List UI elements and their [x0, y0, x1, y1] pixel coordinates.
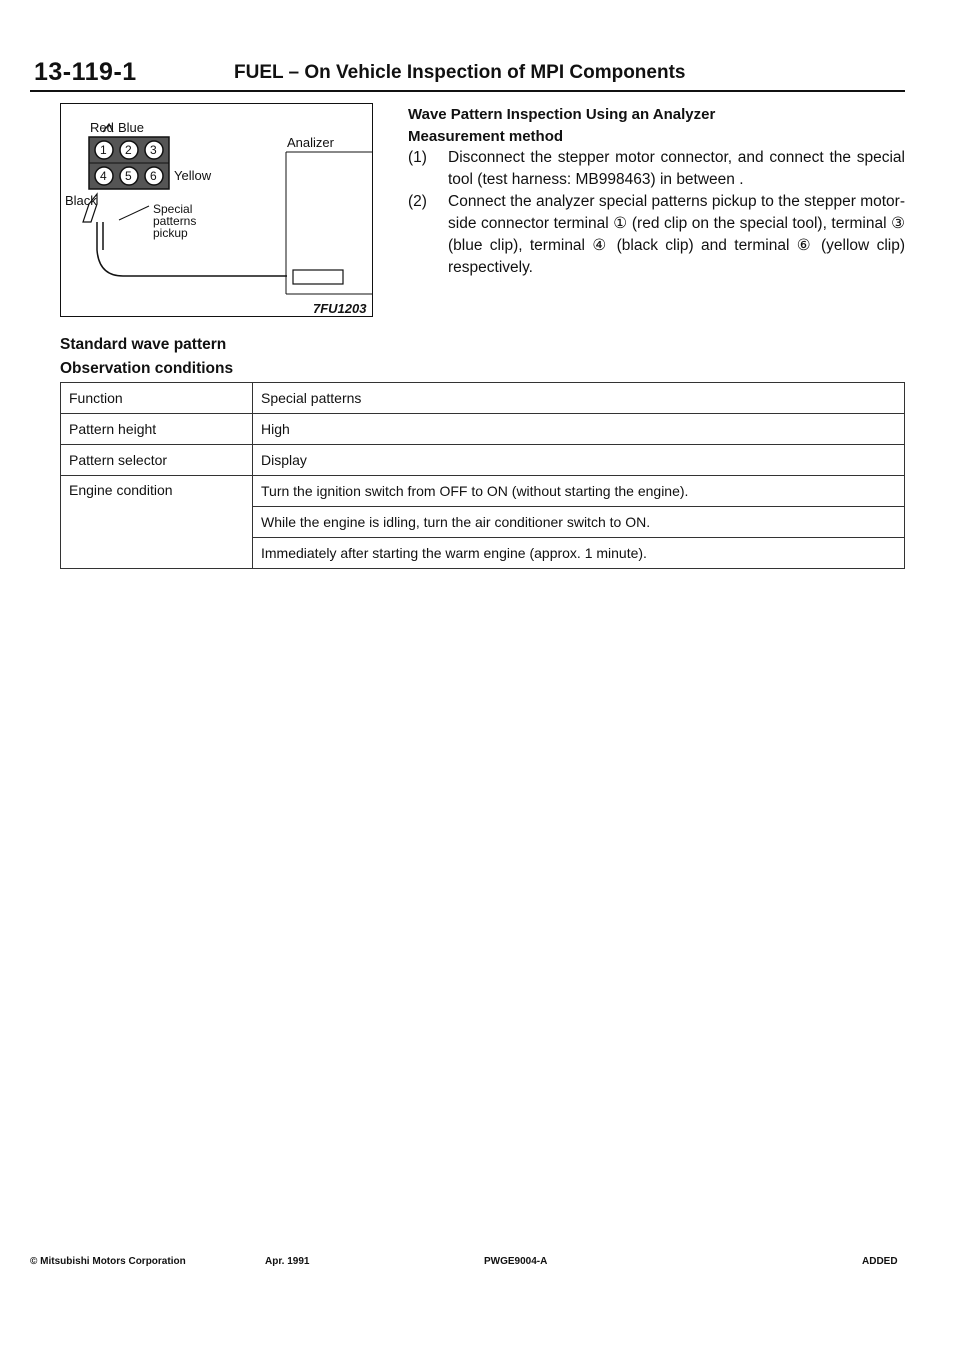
terminal-4-number: 4 — [100, 169, 107, 183]
step-2-number: (2) — [408, 193, 427, 210]
terminal-1-number: 1 — [100, 143, 107, 157]
analyzer-cable — [97, 250, 287, 276]
standard-wave-title: Standard wave pattern — [60, 336, 227, 353]
page-number: 13-119-1 — [34, 58, 137, 86]
label-special: Special — [153, 202, 193, 216]
figure-code: 7FU1203 — [313, 301, 367, 316]
table-cell-value: High — [253, 414, 905, 445]
table-cell-value: Turn the ignition switch from OFF to ON (without starting the engine). — [253, 476, 905, 507]
step-1 — [408, 147, 905, 191]
label-pointer — [119, 206, 149, 220]
label-blue: Blue — [118, 120, 145, 135]
label-red: Red — [90, 120, 114, 135]
step-1-text: Disconnect the stepper motor connector, and connect the special tool (test harness: MB998463) in between . — [448, 149, 905, 188]
terminal-3-number: 3 — [150, 143, 157, 157]
table-cell-label: Pattern selector — [61, 445, 253, 476]
table-cell-value: While the engine is idling, turn the air conditioner switch to ON. — [253, 507, 905, 538]
label-pickup: pickup — [153, 226, 188, 240]
terminal-5-number: 5 — [125, 169, 132, 183]
table-row — [61, 445, 905, 476]
footer-code: PWGE9004-A — [484, 1256, 548, 1267]
section-title: FUEL – On Vehicle Inspection of MPI Components — [234, 62, 686, 83]
footer-date: Apr. 1991 — [265, 1256, 310, 1267]
table-cell-label: Function — [61, 383, 253, 414]
label-yellow: Yellow — [174, 168, 212, 183]
terminal-2-number: 2 — [125, 143, 132, 157]
table-row — [61, 383, 905, 414]
label-analyzer: Analizer — [287, 135, 334, 150]
footer-copyright: © Mitsubishi Motors Corporation — [30, 1256, 186, 1267]
step-2-text: Connect the analyzer special patterns pickup to the stepper motor-side connector terminal ① (red clip on the special tool), terminal ③ (blue clip), terminal ④ (black clip) and terminal ⑥ (yellow clip) respectively. — [448, 193, 905, 276]
header-rule — [30, 90, 905, 92]
label-patterns: patterns — [153, 214, 197, 228]
table-cell-label: Engine condition — [61, 476, 253, 569]
step-2 — [408, 191, 905, 279]
terminal-6-number: 6 — [150, 169, 157, 183]
table-cell-label: Pattern height — [61, 414, 253, 445]
observation-title: Observation conditions — [60, 360, 234, 377]
measurement-steps — [408, 147, 905, 279]
label-black: Black — [65, 193, 97, 208]
analyzer-socket — [293, 270, 343, 284]
table-cell-value: Special patterns — [253, 383, 905, 414]
step-1-number: (1) — [408, 149, 427, 166]
table-row — [61, 476, 905, 507]
observation-conditions-table — [60, 382, 905, 569]
wave-inspection-title: Wave Pattern Inspection Using an Analyzer — [408, 106, 716, 123]
table-row — [61, 414, 905, 445]
table-cell-value: Display — [253, 445, 905, 476]
footer-status: ADDED — [862, 1256, 898, 1267]
connector-diagram — [60, 103, 373, 317]
table-cell-value: Immediately after starting the warm engine (approx. 1 minute). — [253, 538, 905, 569]
measurement-method-title: Measurement method — [408, 128, 564, 145]
